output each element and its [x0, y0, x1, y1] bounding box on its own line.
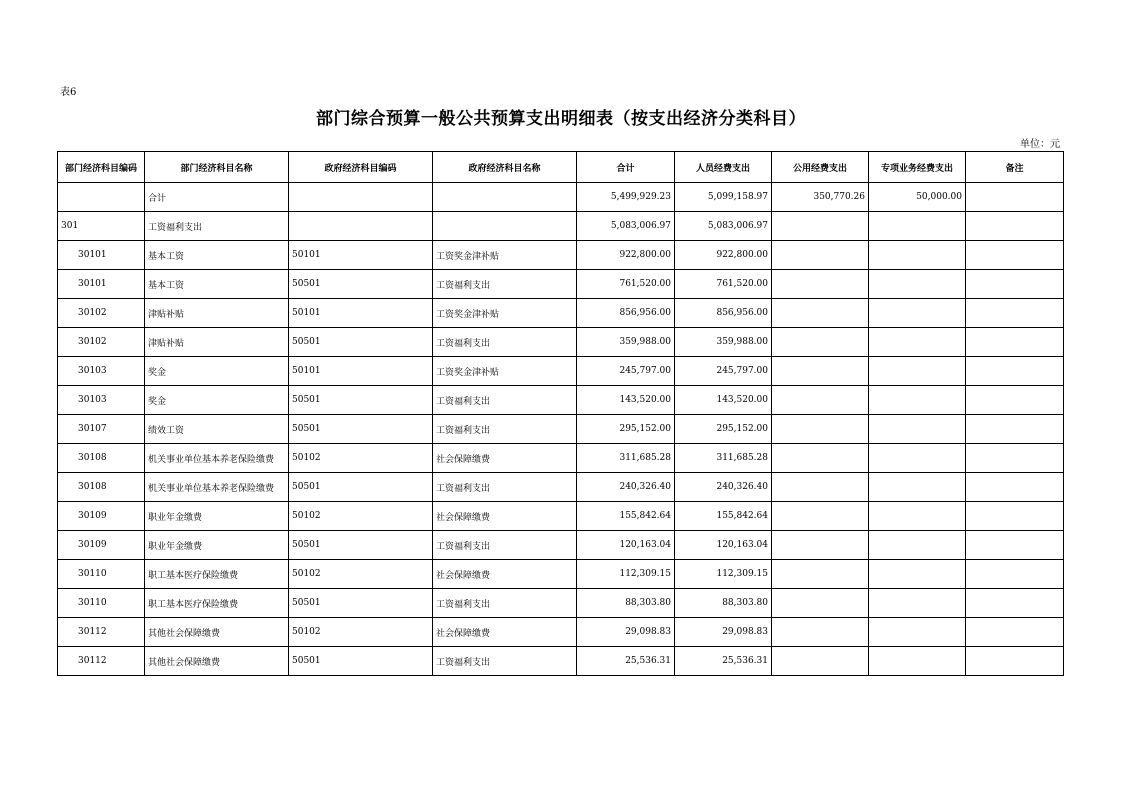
- note-cell: [966, 647, 1064, 676]
- table-row: [58, 531, 1064, 560]
- dept-name-cell: 其他社会保障缴费: [145, 647, 289, 676]
- dept-code-cell: 30103: [58, 357, 145, 386]
- gov-code-cell: 50102: [289, 560, 433, 589]
- note-cell: [966, 502, 1064, 531]
- total-cell: 29,098.83: [577, 618, 675, 647]
- gov-code-cell: 50102: [289, 502, 433, 531]
- personnel-cell: 240,326.40: [675, 473, 772, 502]
- public-cell: 350,770.26: [772, 183, 869, 212]
- dept-name-cell: 绩效工资: [145, 415, 289, 444]
- public-cell: [772, 241, 869, 270]
- dept-code-cell: 30108: [58, 473, 145, 502]
- dept-name-cell: 职业年金缴费: [145, 502, 289, 531]
- personnel-cell: 245,797.00: [675, 357, 772, 386]
- dept-name-cell: 基本工资: [145, 241, 289, 270]
- dept-code-cell: 30108: [58, 444, 145, 473]
- personnel-cell: 120,163.04: [675, 531, 772, 560]
- table-row: [58, 386, 1064, 415]
- table-row: [58, 357, 1064, 386]
- gov-name-cell: 工资福利支出: [433, 473, 577, 502]
- special-cell: [869, 212, 966, 241]
- gov-name-cell: 工资福利支出: [433, 270, 577, 299]
- header-gov-name: 政府经济科目名称: [433, 152, 577, 183]
- personnel-cell: 359,988.00: [675, 328, 772, 357]
- table-row: [58, 183, 1064, 212]
- gov-code-cell: 50501: [289, 589, 433, 618]
- note-cell: [966, 415, 1064, 444]
- gov-name-cell: 社会保障缴费: [433, 502, 577, 531]
- total-cell: 155,842.64: [577, 502, 675, 531]
- personnel-cell: 5,099,158.97: [675, 183, 772, 212]
- public-cell: [772, 357, 869, 386]
- note-cell: [966, 618, 1064, 647]
- public-cell: [772, 560, 869, 589]
- personnel-cell: 922,800.00: [675, 241, 772, 270]
- personnel-cell: 112,309.15: [675, 560, 772, 589]
- dept-name-cell: 职业年金缴费: [145, 531, 289, 560]
- special-cell: [869, 299, 966, 328]
- special-cell: [869, 647, 966, 676]
- note-cell: [966, 589, 1064, 618]
- personnel-cell: 856,956.00: [675, 299, 772, 328]
- note-cell: [966, 444, 1064, 473]
- special-cell: [869, 444, 966, 473]
- gov-name-cell: 工资奖金津补贴: [433, 357, 577, 386]
- gov-code-cell: 50101: [289, 299, 433, 328]
- special-cell: [869, 241, 966, 270]
- special-cell: [869, 415, 966, 444]
- table-row: [58, 647, 1064, 676]
- table-row: [58, 212, 1064, 241]
- gov-name-cell: 工资福利支出: [433, 589, 577, 618]
- dept-name-cell: 奖金: [145, 386, 289, 415]
- dept-name-cell: 职工基本医疗保险缴费: [145, 589, 289, 618]
- dept-code-cell: 301: [58, 212, 145, 241]
- dept-name-cell: 基本工资: [145, 270, 289, 299]
- dept-name-cell: 机关事业单位基本养老保险缴费: [145, 444, 289, 473]
- total-cell: 5,499,929.23: [577, 183, 675, 212]
- total-cell: 295,152.00: [577, 415, 675, 444]
- gov-code-cell: 50102: [289, 618, 433, 647]
- note-cell: [966, 531, 1064, 560]
- special-cell: 50,000.00: [869, 183, 966, 212]
- dept-name-cell: 机关事业单位基本养老保险缴费: [145, 473, 289, 502]
- gov-code-cell: 50501: [289, 473, 433, 502]
- public-cell: [772, 386, 869, 415]
- table-row: [58, 502, 1064, 531]
- table-body: [58, 183, 1064, 676]
- total-cell: 359,988.00: [577, 328, 675, 357]
- note-cell: [966, 473, 1064, 502]
- personnel-cell: 88,303.80: [675, 589, 772, 618]
- gov-code-cell: [289, 183, 433, 212]
- note-cell: [966, 560, 1064, 589]
- header-dept-name: 部门经济科目名称: [145, 152, 289, 183]
- special-cell: [869, 270, 966, 299]
- special-cell: [869, 328, 966, 357]
- dept-code-cell: 30109: [58, 502, 145, 531]
- table-row: [58, 299, 1064, 328]
- gov-code-cell: 50501: [289, 270, 433, 299]
- table-number: 表6: [60, 87, 77, 98]
- page-title: 部门综合预算一般公共预算支出明细表（按支出经济分类科目）: [316, 109, 806, 129]
- table-row: [58, 560, 1064, 589]
- note-cell: [966, 357, 1064, 386]
- note-cell: [966, 299, 1064, 328]
- dept-code-cell: 30101: [58, 241, 145, 270]
- special-cell: [869, 531, 966, 560]
- table-row: [58, 618, 1064, 647]
- gov-name-cell: 工资福利支出: [433, 531, 577, 560]
- public-cell: [772, 473, 869, 502]
- total-cell: 311,685.28: [577, 444, 675, 473]
- total-cell: 112,309.15: [577, 560, 675, 589]
- gov-name-cell: 工资福利支出: [433, 328, 577, 357]
- special-cell: [869, 560, 966, 589]
- note-cell: [966, 183, 1064, 212]
- personnel-cell: 29,098.83: [675, 618, 772, 647]
- note-cell: [966, 328, 1064, 357]
- total-cell: 245,797.00: [577, 357, 675, 386]
- personnel-cell: 761,520.00: [675, 270, 772, 299]
- personnel-cell: 295,152.00: [675, 415, 772, 444]
- total-cell: 856,956.00: [577, 299, 675, 328]
- gov-code-cell: 50101: [289, 357, 433, 386]
- gov-name-cell: 工资福利支出: [433, 386, 577, 415]
- personnel-cell: 143,520.00: [675, 386, 772, 415]
- special-cell: [869, 618, 966, 647]
- special-cell: [869, 357, 966, 386]
- personnel-cell: 311,685.28: [675, 444, 772, 473]
- public-cell: [772, 589, 869, 618]
- special-cell: [869, 386, 966, 415]
- dept-code-cell: 30110: [58, 589, 145, 618]
- gov-name-cell: 工资奖金津补贴: [433, 299, 577, 328]
- dept-code-cell: 30103: [58, 386, 145, 415]
- dept-code-cell: 30109: [58, 531, 145, 560]
- public-cell: [772, 618, 869, 647]
- dept-code-cell: 30110: [58, 560, 145, 589]
- dept-name-cell: 津贴补贴: [145, 299, 289, 328]
- header-personnel: 人员经费支出: [675, 152, 772, 183]
- gov-name-cell: [433, 212, 577, 241]
- dept-code-cell: 30101: [58, 270, 145, 299]
- public-cell: [772, 647, 869, 676]
- total-cell: 120,163.04: [577, 531, 675, 560]
- note-cell: [966, 270, 1064, 299]
- total-cell: 88,303.80: [577, 589, 675, 618]
- dept-name-cell: 工资福利支出: [145, 212, 289, 241]
- gov-name-cell: 社会保障缴费: [433, 618, 577, 647]
- public-cell: [772, 502, 869, 531]
- header-special: 专项业务经费支出: [869, 152, 966, 183]
- public-cell: [772, 328, 869, 357]
- table-row: [58, 444, 1064, 473]
- special-cell: [869, 502, 966, 531]
- personnel-cell: 5,083,006.97: [675, 212, 772, 241]
- gov-name-cell: 工资奖金津补贴: [433, 241, 577, 270]
- gov-code-cell: 50501: [289, 328, 433, 357]
- budget-table: [57, 151, 1064, 676]
- gov-name-cell: 工资福利支出: [433, 415, 577, 444]
- table-row: [58, 473, 1064, 502]
- total-cell: 761,520.00: [577, 270, 675, 299]
- personnel-cell: 25,536.31: [675, 647, 772, 676]
- gov-code-cell: 50501: [289, 531, 433, 560]
- dept-name-cell: 津贴补贴: [145, 328, 289, 357]
- gov-code-cell: 50101: [289, 241, 433, 270]
- public-cell: [772, 444, 869, 473]
- gov-code-cell: 50501: [289, 386, 433, 415]
- gov-name-cell: 社会保障缴费: [433, 560, 577, 589]
- total-cell: 240,326.40: [577, 473, 675, 502]
- gov-code-cell: 50501: [289, 415, 433, 444]
- header-note: 备注: [966, 152, 1064, 183]
- public-cell: [772, 299, 869, 328]
- total-cell: 922,800.00: [577, 241, 675, 270]
- special-cell: [869, 473, 966, 502]
- gov-name-cell: 工资福利支出: [433, 647, 577, 676]
- dept-code-cell: 30102: [58, 328, 145, 357]
- special-cell: [869, 589, 966, 618]
- public-cell: [772, 212, 869, 241]
- unit-label: 单位：元: [1020, 139, 1060, 150]
- header-total: 合计: [577, 152, 675, 183]
- gov-name-cell: 社会保障缴费: [433, 444, 577, 473]
- note-cell: [966, 212, 1064, 241]
- total-cell: 5,083,006.97: [577, 212, 675, 241]
- public-cell: [772, 415, 869, 444]
- header-gov-code: 政府经济科目编码: [289, 152, 433, 183]
- table-row: [58, 415, 1064, 444]
- note-cell: [966, 386, 1064, 415]
- table-row: [58, 270, 1064, 299]
- header-dept-code: 部门经济科目编码: [58, 152, 145, 183]
- public-cell: [772, 531, 869, 560]
- dept-code-cell: 30107: [58, 415, 145, 444]
- total-cell: 25,536.31: [577, 647, 675, 676]
- dept-name-cell: 合计: [145, 183, 289, 212]
- table-row: [58, 589, 1064, 618]
- gov-code-cell: 50102: [289, 444, 433, 473]
- dept-name-cell: 奖金: [145, 357, 289, 386]
- public-cell: [772, 270, 869, 299]
- gov-name-cell: [433, 183, 577, 212]
- gov-code-cell: 50501: [289, 647, 433, 676]
- dept-code-cell: 30102: [58, 299, 145, 328]
- dept-name-cell: 职工基本医疗保险缴费: [145, 560, 289, 589]
- table-header-row: [58, 152, 1064, 183]
- dept-code-cell: 30112: [58, 647, 145, 676]
- table-row: [58, 328, 1064, 357]
- table-row: [58, 241, 1064, 270]
- dept-code-cell: 30112: [58, 618, 145, 647]
- note-cell: [966, 241, 1064, 270]
- total-cell: 143,520.00: [577, 386, 675, 415]
- header-public: 公用经费支出: [772, 152, 869, 183]
- dept-code-cell: [58, 183, 145, 212]
- dept-name-cell: 其他社会保障缴费: [145, 618, 289, 647]
- personnel-cell: 155,842.64: [675, 502, 772, 531]
- gov-code-cell: [289, 212, 433, 241]
